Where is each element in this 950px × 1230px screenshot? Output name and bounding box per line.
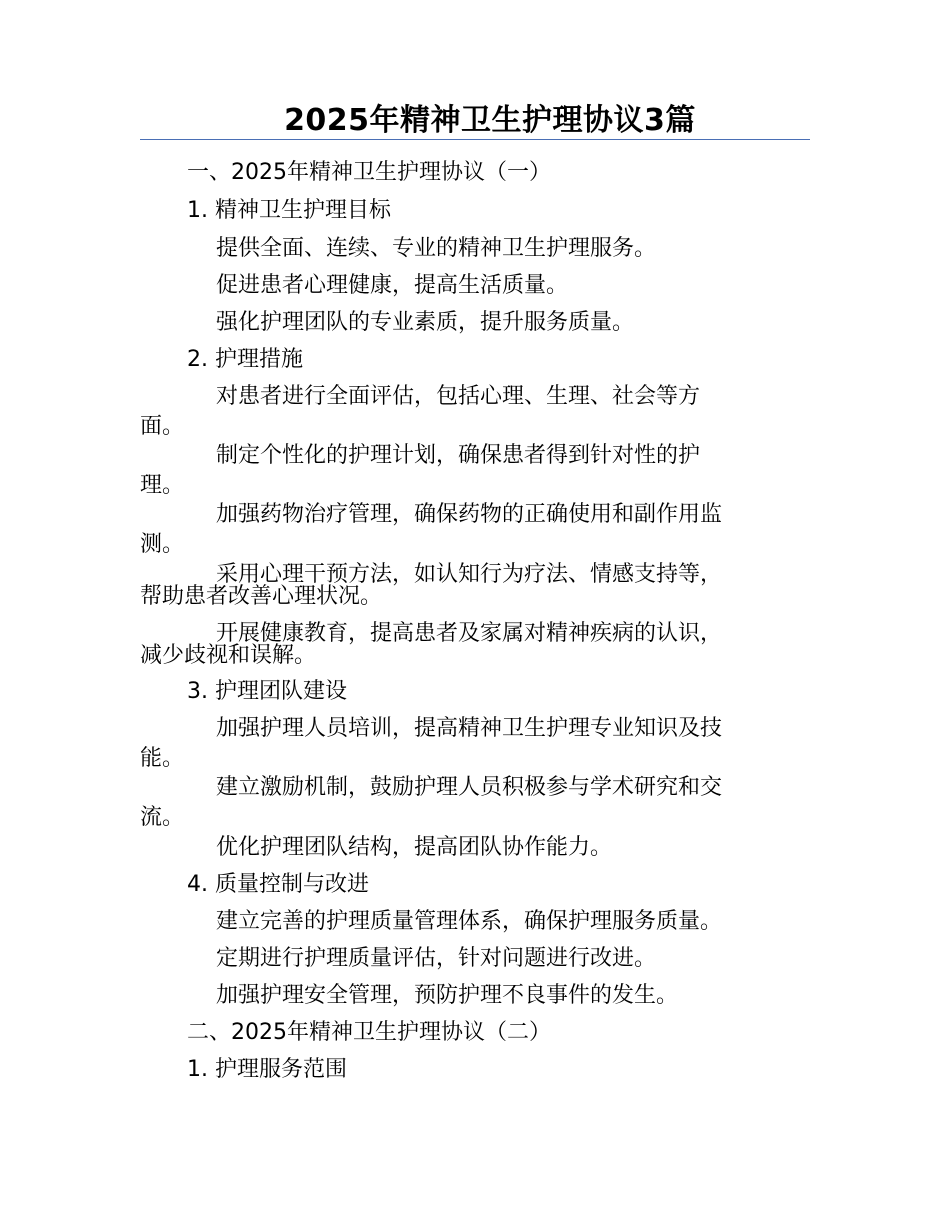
paragraph-line: 加强护理人员培训，提高精神卫生护理专业知识及技 [216,716,723,741]
subsection-heading: 3. 护理团队建设 [187,679,347,704]
paragraph: 优化护理团队结构，提高团队协作能力。 [216,835,613,860]
paragraph-line: 减少歧视和误解。 [140,643,317,668]
paragraph-line: 测。 [140,532,185,557]
paragraph [140,714,790,774]
section-heading: 一、2025年精神卫生护理协议（一） [187,160,551,185]
paragraph-line: 开展健康教育，提高患者及家属对精神疾病的认识， [216,621,723,646]
paragraph [140,500,790,560]
paragraph-line: 理。 [140,473,185,498]
paragraph [140,382,790,442]
subsection-heading: 1. 精神卫生护理目标 [187,198,391,223]
title-underline [140,139,810,140]
paragraph: 提供全面、连续、专业的精神卫生护理服务。 [216,236,657,261]
paragraph-line: 帮助患者改善心理状况。 [140,584,383,609]
paragraph: 促进患者心理健康，提高生活质量。 [216,273,569,298]
paragraph: 加强护理安全管理，预防护理不良事件的发生。 [216,983,679,1008]
paragraph-line: 流。 [140,805,185,830]
paragraph-line: 加强药物治疗管理，确保药物的正确使用和副作用监 [216,502,723,527]
paragraph-line: 对患者进行全面评估，包括心理、生理、社会等方 [216,384,701,409]
paragraph-line: 能。 [140,746,185,771]
subsection-heading: 1. 护理服务范围 [187,1057,347,1082]
paragraph-line: 制定个性化的护理计划，确保患者得到针对性的护 [216,443,701,468]
document-title: 2025年精神卫生护理协议3篇 [284,103,696,138]
paragraph-line: 采用心理干预方法，如认知行为疗法、情感支持等， [216,562,723,587]
section-heading: 二、2025年精神卫生护理协议（二） [187,1020,551,1045]
paragraph-line: 建立激励机制，鼓励护理人员积极参与学术研究和交 [216,775,723,800]
subsection-heading: 2. 护理措施 [187,347,303,372]
paragraph [140,441,790,501]
paragraph: 建立完善的护理质量管理体系，确保护理服务质量。 [216,909,723,934]
subsection-heading: 4. 质量控制与改进 [187,872,369,897]
paragraph-line: 面。 [140,414,185,439]
paragraph: 强化护理团队的专业素质，提升服务质量。 [216,310,635,335]
paragraph [140,773,790,833]
paragraph [140,619,790,671]
paragraph [140,560,790,612]
paragraph: 定期进行护理质量评估，针对问题进行改进。 [216,946,657,971]
